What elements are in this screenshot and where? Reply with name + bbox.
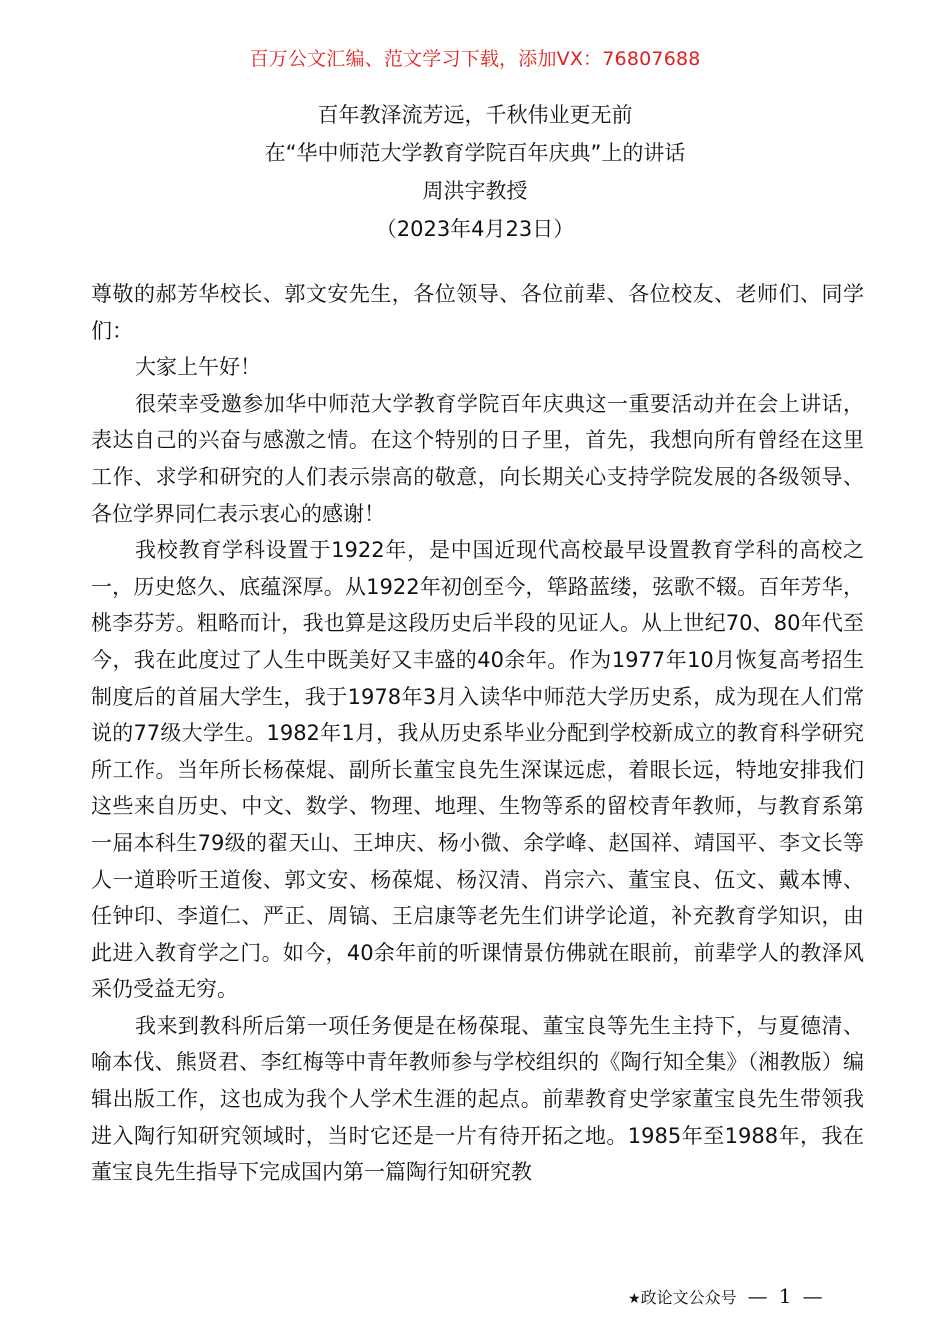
body-paragraph: 很荣幸受邀参加华中师范大学教育学院百年庆典这一重要活动并在会上讲话，表达自己的兴奋与感激之情。在这个特别的日子里，首先，我想向所有曾经在这里工作、求学和研究的人们表示崇高的敬意，向长期关心支持学院发展的各级领导、各位学界同仁表示衷心的感谢！ — [91, 391, 864, 526]
body-paragraph: 我来到教科所后第一项任务便是在杨葆琨、董宝良等先生主持下，与夏德清、喻本伐、熊贤君、李红梅等中青年教师参与学校组织的《陶行知全集》（湘教版）编辑出版工作，这也成为我个人学术生涯的起点。前辈教育史学家董宝良先生带领我进入陶行知研究领域时，当时它还是一片有待开拓之地。1985年至1988年，我在董宝良先生指导下完成国内第一篇陶行知研究教 — [91, 1013, 864, 1185]
page-number: 1 — [778, 1284, 792, 1308]
title-block — [0, 96, 950, 248]
page-footer — [628, 1283, 928, 1312]
body-paragraph: 我校教育学科设置于1922年，是中国近现代高校最早设置教育学科的高校之一，历史悠久、底蕴深厚。从1922年初创至今，筚路蓝缕，弦歌不辍。百年芳华，桃李芬芳。粗略而计，我也算是这段历史后半段的见证人。从上世纪70、80年代至今，我在此度过了人生中既美好又丰盛的40余年。作为1977年10月恢复高考招生制度后的首届大学生，我于1978年3月入读华中师范大学历史系，成为现在人们常说的77级大学生。1982年1月，我从历史系毕业分配到学校新成立的教育科学研究所工作。当年所长杨葆焜、副所长董宝良先生深谋远虑，着眼长远，特地安排我们这些来自历史、中文、数学、物理、地理、生物等系的留校青年教师，与教育系第一届本科生79级的翟天山、王坤庆、杨小微、余学峰、赵国祥、靖国平、李文长等人一道聆听王道俊、郭文安、杨葆焜、杨汉清、肖宗六、董宝良、伍文、戴本博、任钟印、李道仁、严正、周镐、王启康等老先生们讲学论道，补充教育学知识，由此进入教育学之门。如今，40余年前的听课情景仿佛就在眼前，前辈学人的教泽风采仍受益无穷。 — [91, 538, 864, 1002]
speech-body — [91, 276, 864, 1191]
speech-author: 周洪宇教授 — [422, 179, 528, 203]
page-number-dash-left: — — [747, 1284, 768, 1308]
speech-title: 百年教泽流芳远，千秋伟业更无前 — [317, 103, 633, 127]
salutation: 尊敬的郝芳华校长、郭文安先生，各位领导、各位前辈、各位校友、老师们、同学们： — [91, 282, 864, 343]
speech-subtitle: 在“华中师范大学教育学院百年庆典”上的讲话 — [264, 141, 686, 165]
footer-source: 政论文公众号 — [640, 1288, 737, 1307]
header-banner: 百万公文汇编、范文学习下载，添加VX：76807688 — [249, 48, 701, 70]
speech-date: （2023年4月23日） — [375, 217, 575, 241]
star-icon: ★ — [628, 1291, 641, 1307]
greeting: 大家上午好！ — [135, 355, 261, 380]
page-number-dash-right: — — [802, 1284, 823, 1308]
